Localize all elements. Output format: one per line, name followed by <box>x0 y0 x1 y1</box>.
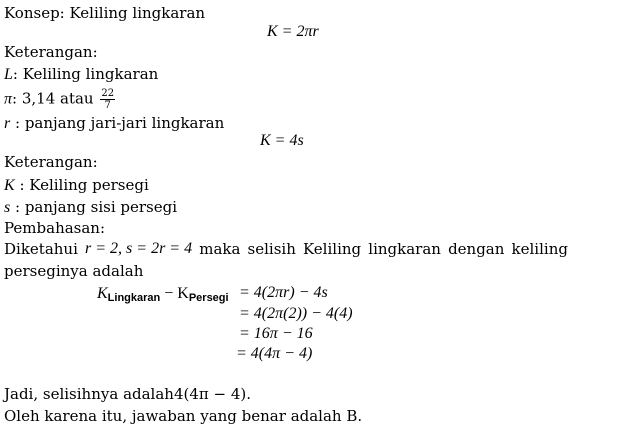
square-formula: K = 4s <box>260 132 304 149</box>
derivation-step-2: = 4(2π(2)) − 4(4) <box>239 305 353 322</box>
pi-fraction <box>100 88 115 111</box>
r-description: : panjang jari-jari lingkaran <box>10 114 225 132</box>
diketahui-word-8: keliling <box>511 240 568 258</box>
pi-description: : 3,14 atau <box>12 89 99 108</box>
conclusion-line-2: Oleh karena itu, jawaban yang benar adalah B. <box>4 407 363 425</box>
diketahui-line-2: perseginya adalah <box>4 262 144 280</box>
diketahui-word-4: selisih <box>247 240 296 258</box>
diketahui-word-3: maka <box>199 240 241 258</box>
s-symbol: s <box>4 199 11 216</box>
lhs-subscript-persegi: Persegi <box>188 292 229 304</box>
lhs-minus-k: − K <box>160 285 189 302</box>
circle-formula: K = 2πr <box>267 23 319 40</box>
diketahui-word-5: Keliling <box>303 240 362 258</box>
conclusion-line-1: Jadi, selisihnya adalah4(4π − 4). <box>4 385 252 403</box>
pi-symbol: π <box>4 90 13 108</box>
s-description: : panjang sisi persegi <box>10 198 178 216</box>
diketahui-line <box>4 239 568 259</box>
derivation-step-1: = 4(2πr) − 4s <box>239 284 328 301</box>
lhs-subscript-lingkaran: Lingkaran <box>107 292 161 304</box>
pi-fraction-denominator: 7 <box>104 100 111 111</box>
ket-l-line <box>4 64 158 85</box>
pi-fraction-numerator: 22 <box>101 88 115 99</box>
keterangan-title-1: Keterangan: <box>4 43 98 61</box>
derivation-step-3: = 16π − 16 <box>239 325 313 342</box>
lhs-k: K <box>97 285 108 302</box>
ket-s-line <box>4 197 177 218</box>
diketahui-word-7: dengan <box>448 240 505 258</box>
l-symbol: L <box>4 66 13 83</box>
pembahasan-title: Pembahasan: <box>4 219 106 237</box>
ket-k-line <box>4 175 149 196</box>
diketahui-given-values: r = 2, s = 2r = 4 <box>85 240 193 257</box>
l-description: : Keliling lingkaran <box>12 65 159 83</box>
concept-title: Konsep: Keliling lingkaran <box>4 4 206 22</box>
derivation-lhs <box>97 283 229 308</box>
k-symbol: K <box>4 177 15 194</box>
ket-pi-line <box>4 88 115 111</box>
diketahui-word-6: lingkaran <box>368 240 441 258</box>
diketahui-word-1: Diketahui <box>4 240 78 258</box>
ket-r-line <box>4 113 224 134</box>
derivation-step-4: = 4(4π − 4) <box>236 345 313 362</box>
r-symbol: r <box>4 115 11 132</box>
keterangan-title-2: Keterangan: <box>4 153 98 171</box>
k-description: : Keliling persegi <box>14 176 149 194</box>
